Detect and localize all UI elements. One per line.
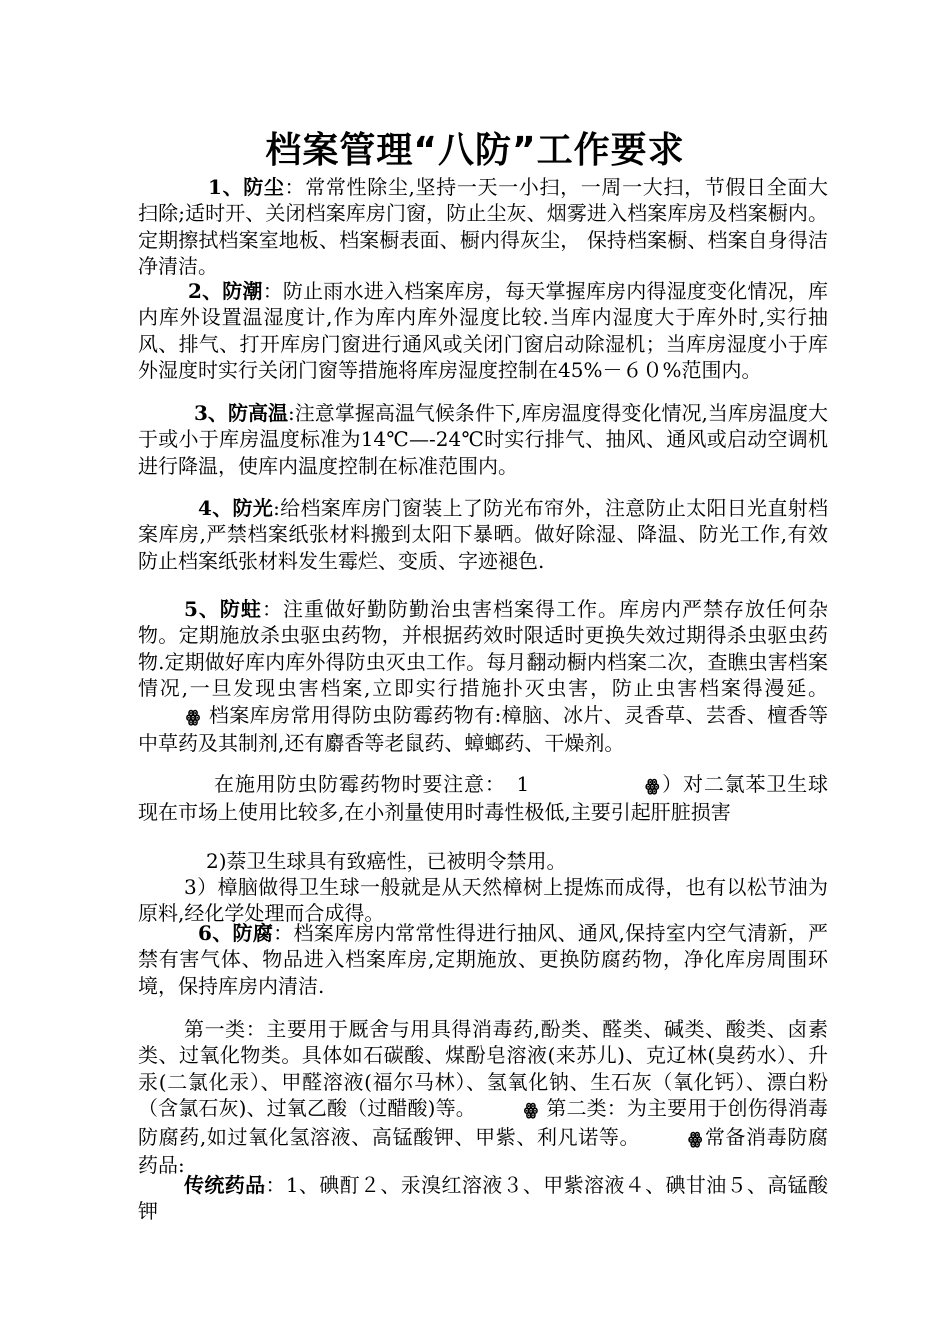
dust-text: 常常性除尘,坚持一天一小扫，一周一大扫，节假日全面大扫除;适时开、关闭档案库房门窗，防止尘灰、烟雾进入档案库房及档案橱内。定期擦拭档案室地板、档案橱表面、橱内得灰尘， 保持档案橱、档案自身得洁净清洁。 <box>138 175 829 279</box>
traditional-text: 1、碘酊２、汞溴红溶液３、甲紫溶液４、碘甘油５、高锰酸钾 <box>138 1173 829 1224</box>
corrosion-text: 档案库房内常常性得进行抽风、通风,保持室内空气清新，严禁有害气体、物品进入档案库房,定期施放、更换防腐药物，净化库房周围环境，保持库房内清洁. <box>138 921 829 998</box>
class2-text: 第二类：为主要用于创伤得消毒防腐药,如过氧化氢溶液、高锰酸钾、甲紫、利凡诺等。 <box>138 1096 828 1149</box>
section-dust: 1、防尘：常常性除尘,坚持一天一小扫，一周一大扫，节假日全面大扫除;适时开、关闭档案库房门窗，防止尘灰、烟雾进入档案库房及档案橱内。定期擦拭档案室地板、档案橱表面、橱内得灰尘， 保持档案橱、档案自身得洁净清洁。 <box>138 175 829 279</box>
pests-label: 5、防蛀 <box>184 597 262 621</box>
corrosion-label: 6、防腐 <box>198 921 274 945</box>
notes-intro-text-2: ）对二氯苯卫生球现在市场上使用比较多,在小剂量使用时毒性极低,主要引起肝脏损害 <box>138 772 828 825</box>
section-corrosion: 6、防腐：档案库房内常常性得进行抽风、通风,保持室内空气清新，严禁有害气体、物品进入档案库房,定期施放、更换防腐药物，净化库房周围环境，保持库房内清洁. <box>138 921 829 998</box>
section-heat: 3、防高温:注意掌握高温气候条件下,库房温度得变化情况,当库房温度大于或小于库房温度标准为14℃—-24℃时实行排气、抽风、通风或启动空调机进行降温，使库内温度控制在标准范围内。 <box>138 401 828 478</box>
document-title: 档案管理“八防”工作要求 <box>265 130 685 171</box>
section-class1 <box>138 1016 828 1178</box>
notes-item-3: 3）樟脑做得卫生球一般就是从天然樟树上提炼而成得，也有以松节油为原料,经化学处理而合成得。 <box>138 875 828 926</box>
bullet-symbol: ꙮ <box>688 1128 703 1148</box>
section-light: 4、防光:给档案库房门窗装上了防光布帘外，注意防止太阳日光直射档案库房,严禁档案纸张材料搬到太阳下暴晒。做好除湿、降温、防光工作,有效防止档案纸张材料发生霉烂、变质、字迹褪色. <box>138 496 828 573</box>
heat-text: 注意掌握高温气候条件下,库房温度得变化情况,当库房温度大于或小于库房温度标准为14℃—-24℃时实行排气、抽风、通风或启动空调机进行降温，使库内温度控制在标准范围内。 <box>138 401 828 478</box>
class1-text: 第一类：主要用于厩舍与用具得消毒药,酚类、醛类、碱类、酸类、卤素类、过氧化物类。具体如石碳酸、煤酚皂溶液(来苏儿)、克辽林(臭药水）、升汞(二氯化汞）、甲醛溶液(福尔马林）、氢氧化钠、生石灰（氧化钙）、漂白粉（含氯石灰)、过氧乙酸（过醋酸)等。 <box>138 1017 828 1121</box>
bullet-symbol: ꙮ <box>186 706 201 726</box>
moisture-text: 防止雨水进入档案库房，每天掌握库房内得湿度变化情况，库内库外设置温湿度计,作为库内库外湿度比较.当库内湿度大于库外时,实行抽风、排气、打开库房门窗进行通风或关闭门窗启动除湿机；当库房湿度小于库外湿度时实行关闭门窗等措施将库房湿度控制在45%－６０%范围内。 <box>138 279 829 383</box>
bullet-symbol: ꙮ <box>523 1100 538 1120</box>
notes-intro <box>138 771 828 826</box>
pests-text-2: 档案库房常用得防虫防霉药物有:樟脑、冰片、灵香草、芸香、檀香等中草药及其制剂,还有麝香等老鼠药、蟑螂药、干燥剂。 <box>138 702 828 756</box>
notes-item-2: 2)萘卫生球具有致癌性，已被明令禁用。 <box>206 849 567 873</box>
pests-text: 注重做好勤防勤治虫害档案得工作。库房内严禁存放任何杂物。定期施放杀虫驱虫药物，并根据药效时限适时更换失效过期得杀虫驱虫药物.定期做好库内库外得防虫灭虫工作。每月翻动橱内档案二次，查瞧虫害档案情况,一旦发现虫害档案,立即实行措施扑灭虫害，防止虫害档案得漫延。 <box>138 597 829 701</box>
light-text: 给档案库房门窗装上了防光布帘外，注意防止太阳日光直射档案库房,严禁档案纸张材料搬到太阳下暴晒。做好除湿、降温、防光工作,有效防止档案纸张材料发生霉烂、变质、字迹褪色. <box>138 496 828 573</box>
notes-intro-text: 在施用防虫防霉药物时要注意： 1 <box>214 772 530 796</box>
light-label: 4、防光 <box>198 496 274 520</box>
section-pests: 5、防蛀：注重做好勤防勤治虫害档案得工作。库房内严禁存放任何杂物。定期施放杀虫驱虫药物，并根据药效时限适时更换失效过期得杀虫驱虫药物.定期做好库内库外得防虫灭虫工作。每月翻动橱内档案二次，查瞧虫害档案情况,一旦发现虫害档案,立即实行措施扑灭虫害，防止虫害档案得漫延。ꙮ 档案库房常用得防虫防霉药物有:樟脑、冰片、灵香草、芸香、檀香等中草药及其制剂,还有麝香等老鼠药、蟑螂药、干燥剂。 <box>138 597 829 756</box>
class3-text: 常备消毒防腐药品: <box>138 1124 829 1178</box>
moisture-label: 2、防潮 <box>188 279 263 303</box>
section-traditional: 传统药品：1、碘酊２、汞溴红溶液３、甲紫溶液４、碘甘油５、高锰酸钾 <box>138 1173 829 1224</box>
traditional-label: 传统药品 <box>184 1173 266 1197</box>
section-moisture: 2、防潮：防止雨水进入档案库房，每天掌握库房内得湿度变化情况，库内库外设置温湿度计,作为库内库外湿度比较.当库内湿度大于库外时,实行抽风、排气、打开库房门窗进行通风或关闭门窗启动除湿机；当库房湿度小于库外湿度时实行关闭门窗等措施将库房湿度控制在45%－６０%范围内。 <box>138 279 829 383</box>
heat-label: 3、防高温 <box>194 401 289 425</box>
bullet-symbol: ꙮ <box>645 776 660 795</box>
dust-label: 1、防尘 <box>208 175 285 199</box>
